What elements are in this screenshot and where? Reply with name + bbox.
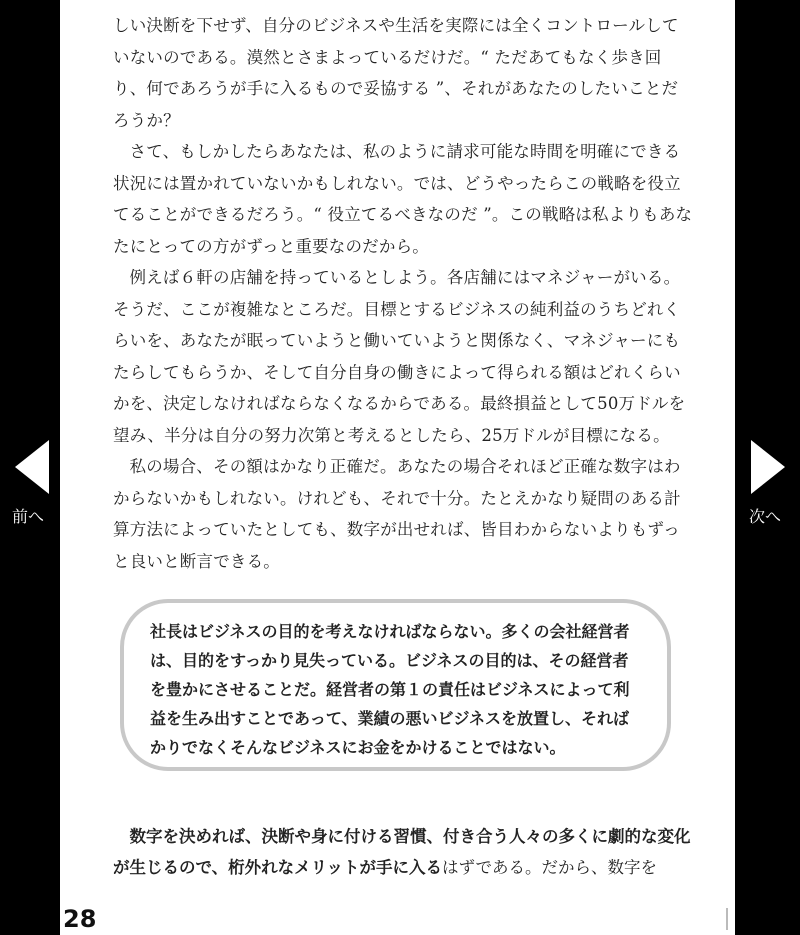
prev-page-button[interactable] [0, 438, 60, 533]
right-triangle-arrow-icon [749, 438, 787, 496]
closing-bold-text: 数字を決めれば、決断や身に付ける習慣、付き合う人々の多くに劇的な変化が生じるので、桁外れなメリットが手に入る [113, 826, 691, 877]
page-edge-mark [726, 908, 728, 930]
left-triangle-arrow-icon [13, 438, 51, 496]
closing-paragraph [113, 821, 695, 884]
callout-box [120, 599, 671, 771]
prev-page-label: 前へ [12, 507, 45, 526]
next-page-label: 次へ [749, 507, 782, 526]
page-number: 28 [63, 905, 97, 933]
paragraph: さて、もしかしたらあなたは、私のように請求可能な時間を明確にできる状況には置かれていないかもしれない。では、どうやったらこの戦略を役立てることができるだろう。“ 役立てるべきなのだ ”。この戦略は私よりもあなたにとっての方がずっと重要なのだから。 [113, 142, 693, 256]
callout-text: 社長はビジネスの目的を考えなければならない。多くの会社経営者は、目的をすっかり見失っている。ビジネスの目的は、その経営者を豊かにさせることだ。経営者の第１の責任はビジネスによって利益を生み出すことであって、業績の悪いビジネスを放置し、そればかりでなくそんなビジネスにお金をかけることではない。 [150, 622, 630, 757]
paragraph: 私の場合、その額はかなり正確だ。あなたの場合それほど正確な数字はわからないかもしれない。けれども、それで十分。たとえかなり疑問のある計算方法によっていたとしても、数字が出せれば、皆目わからないよりもずっと良いと断言できる。 [113, 457, 681, 571]
body-text [113, 10, 693, 577]
next-page-button[interactable] [740, 438, 800, 533]
paragraph: しい決断を下せず、自分のビジネスや生活を実際には全くコントロールしていないのである。漠然とさまよっているだけだ。“ ただあてもなく歩き回り、何であろうが手に入るもので妥協する ”、それがあなたのしたいことだろうか？ [113, 16, 679, 130]
paragraph: 例えば６軒の店舗を持っているとしよう。各店舗にはマネジャーがいる。そうだ、ここが複雑なところだ。目標とするビジネスの純利益のうちどれくらいを、あなたが眠っていようと働いていようと関係なく、マネジャーにもたらしてもらうか、そして自分自身の働きによって得られる額はどれくらいかを、決定しなければならなくなるからである。最終損益として50万ドルを望み、半分は自分の努力次第と考えるとしたら、25万ドルが目標になる。 [113, 268, 686, 445]
closing-text: はずである。だから、数字を [442, 858, 658, 877]
book-page [60, 0, 735, 935]
